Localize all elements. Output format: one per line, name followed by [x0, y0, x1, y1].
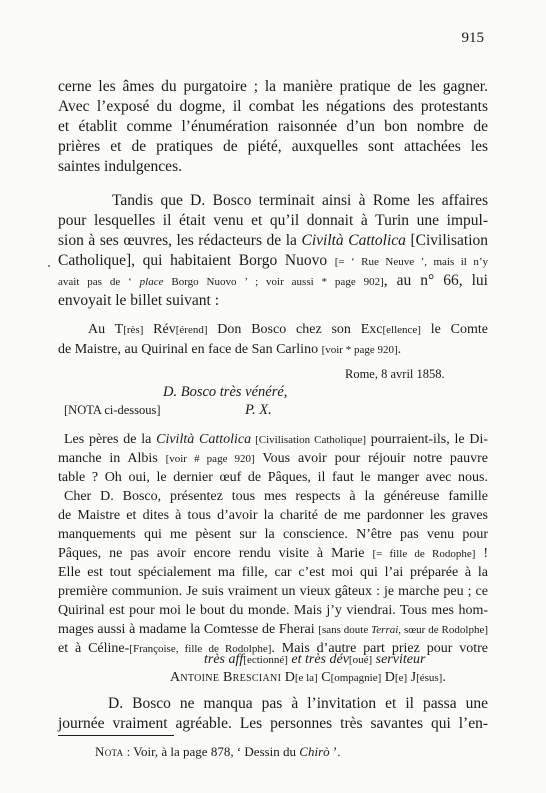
- text-line: saintes indulgences.: [58, 158, 182, 175]
- margin-mark: [48, 265, 50, 267]
- letter-line: table ? Oh oui, le dernier œuf de Pâques, il faut le manger avec nous.: [58, 470, 488, 485]
- letter-date: Rome, 8 avril 1858.: [345, 367, 445, 381]
- text-line: avait pas de ‘ place Borgo Nuovo ’ ; voir aussi * page 902], au n° 66, lui: [58, 272, 488, 289]
- letter-line: manquements qui me pèsent sur la conscience. N’être pas venu pour: [58, 527, 488, 542]
- letter-ps: P. X.: [245, 402, 272, 418]
- letter-closing: très aff[ectionné] et très dév[oué] serviteur: [204, 652, 426, 667]
- letter-salutation: D. Bosco très vénéré,: [163, 384, 288, 400]
- text-line: Catholique], qui habitaient Borgo Nuovo [= ‘ Rue Neuve ’, mais il n’y: [58, 252, 488, 269]
- letter-line: Cher D. Bosco, présentez tous mes respects à la généreuse famille: [64, 489, 488, 504]
- letter-line: manche in Albis [voir # page 920] Vous avoir pour réjouir notre pauvre: [58, 451, 489, 466]
- letter-signature: Antoine Bresciani D[e la] C[ompagnie] D[e] J[ésus].: [170, 670, 446, 685]
- page-number: 915: [461, 30, 484, 46]
- letter-line: Elle est tout spécialement ma fille, car c’est moi qui l’ai préparée à la: [58, 565, 488, 580]
- letter-line: Pâques, ne pas avoir encore rendu visite à Marie [= fille de Rodophe] !: [58, 546, 488, 561]
- text-line: Avec l’exposé du dogme, il combat les négations des protestants: [58, 98, 488, 115]
- letter-line: et à Céline-[Françoise, fille de Rodolphe]. Mais d’autre part priez pour votre: [58, 641, 488, 656]
- nota-reference: [NOTA ci-dessous]: [64, 403, 161, 417]
- text-line: pour lesquelles il était venu et qu’il donnait à Turin une impul-: [58, 212, 488, 229]
- letter-line: de Maistre et dites à tous d’avoir la charité de me pardonner les graves: [58, 508, 488, 523]
- text-line: Tandis que D. Bosco terminait ainsi à Rome les affaires: [112, 192, 488, 209]
- footnote-rule: [58, 735, 174, 736]
- text-line: cerne les âmes du purgatoire ; la manière pratique de les gagner.: [58, 78, 488, 95]
- text-line: et établit comme l’énumération raisonnée d’un bon nombre de: [58, 118, 488, 135]
- text-line: D. Bosco ne manqua pas à l’invitation et il passa une: [108, 695, 488, 712]
- letter-line: mages aussi à madame la Comtesse de Fherai [sans doute Terrai, sœur de Rodolphe]: [58, 622, 488, 637]
- letter-address: de Maistre, au Quirinal en face de San Carlino [voir * page 920].: [58, 342, 402, 357]
- letter-address: Au T[rès] Rév[érend] Don Bosco chez son Exc[ellence] le Comte: [88, 322, 488, 337]
- text-line: prières et de pratiques de piété, auxquelles sont attachées les: [58, 138, 488, 155]
- letter-line: Les pères de la Civiltà Cattolica [Civilisation Catholique] pourraient-ils, le Di-: [64, 432, 489, 447]
- text-line: journée vraiment agréable. Les personnes très savantes qui l’en-: [58, 715, 488, 732]
- text-line: envoyait le billet suivant :: [58, 292, 219, 309]
- letter-line: première communion. Je suis vraiment un vieux gâteux : je marche peu ; ce: [58, 584, 488, 599]
- footnote: Nota : Voir, à la page 878, ‘ Dessin du Chirò ’.: [95, 744, 341, 759]
- text-line: sion à ses œuvres, les rédacteurs de la Civiltà Cattolica [Civilisation: [58, 232, 488, 249]
- letter-line: Quirinal est pour moi le bout du monde. Mais j’y viendrai. Tous mes hom-: [58, 603, 488, 618]
